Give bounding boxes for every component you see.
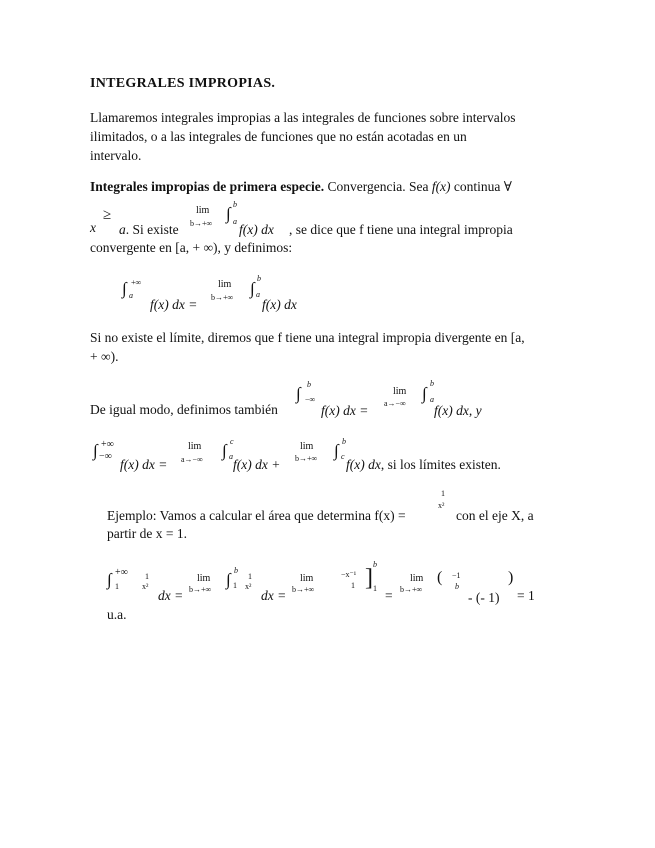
page-title: INTEGRALES IMPROPIAS.: [90, 76, 276, 91]
dx-equals: dx =: [158, 588, 184, 603]
lim-word: lim: [410, 573, 424, 584]
first-kind-line: [90, 179, 512, 195]
integral-sign: ∫: [107, 570, 112, 589]
integral-sign: ∫: [122, 279, 127, 298]
lim-word: lim: [197, 573, 211, 584]
bracket-expression-den: 1: [351, 581, 355, 590]
integral-upper: b: [342, 437, 346, 446]
frac-numerator: 1: [145, 572, 149, 581]
integral-sign: ∫: [93, 441, 98, 460]
first-kind-label: Integrales impropias de primera especie.: [90, 179, 325, 194]
similarly-integrand2: f(x) dx, y: [434, 403, 482, 418]
convergence-text: , se dice que f tiene una integral impropia: [289, 222, 513, 237]
integral-sign: ∫: [422, 384, 427, 403]
frac-numerator: 1: [441, 489, 445, 498]
divergent-paragraph: [90, 328, 590, 366]
lim-word: lim: [300, 441, 314, 452]
fx-label: f(x): [431, 179, 451, 194]
intro-line: Llamaremos integrales impropias a las integrales de funciones sobre intervalos: [90, 110, 516, 125]
lim-subscript: a→−∞: [384, 399, 406, 408]
frac-denominator: x²: [438, 501, 445, 510]
lim-subscript: b→+∞: [211, 293, 234, 302]
integral-upper: +∞: [115, 567, 128, 578]
right-paren: ): [508, 569, 514, 586]
bracket-expression: −x⁻¹: [341, 570, 357, 579]
divergent-line: + ∞).: [90, 349, 119, 364]
similarly-text: De igual modo, definimos también: [90, 402, 278, 417]
integral-upper: +∞: [131, 278, 142, 287]
lim-word: lim: [393, 386, 407, 397]
example-line2: partir de x = 1.: [107, 526, 187, 541]
example-line1: Ejemplo: Vamos a calcular el área que determina f(x) =: [107, 508, 406, 523]
frac-numerator: 1: [248, 572, 252, 581]
lim-word: lim: [300, 573, 314, 584]
lim-word: lim: [188, 441, 202, 452]
integral-lower: a: [129, 291, 133, 300]
definition-integrand: f(x) dx =: [150, 297, 198, 312]
integral-sign: ∫: [226, 204, 231, 223]
forall-symbol: ∀: [503, 179, 512, 194]
paren-numerator: −1: [452, 571, 461, 580]
result: = 1: [517, 588, 535, 603]
integral-lower: a: [229, 452, 233, 461]
geq-symbol: ≥: [103, 207, 112, 223]
right-bracket: ]: [365, 565, 373, 591]
integral-upper: b: [307, 380, 311, 389]
integral-upper: b: [430, 379, 434, 388]
integral-upper: c: [230, 437, 234, 446]
x-var: x: [90, 220, 96, 235]
minus-part: - (- 1): [468, 590, 500, 605]
convergence-line2: convergente en [a, + ∞), y definimos:: [90, 240, 293, 255]
both-integrand1: f(x) dx +: [233, 457, 281, 472]
paren-denominator: b: [455, 582, 459, 591]
equals-sign: =: [385, 588, 393, 603]
continua-text: continua: [450, 179, 504, 194]
integral-sign: ∫: [296, 384, 301, 403]
integral-sign: ∫: [226, 570, 231, 589]
lim-subscript: b→+∞: [190, 219, 213, 228]
integral-lower: a: [256, 290, 260, 299]
integral-lower: −∞: [305, 395, 316, 404]
lim-word: lim: [218, 279, 232, 290]
integral-upper: b: [257, 274, 261, 283]
lim-subscript: b→+∞: [295, 454, 318, 463]
integral-lower: 1: [233, 581, 237, 590]
example-line1-tail: con el eje X, a: [456, 508, 534, 523]
divergent-line: Si no existe el límite, diremos que f tiene una integral impropia divergente en [a,: [90, 330, 525, 345]
intro-line: intervalo.: [90, 148, 142, 163]
integral-sign: ∫: [250, 279, 255, 298]
integral-upper: b: [233, 200, 237, 209]
definition-integrand2: f(x) dx: [262, 297, 297, 312]
lim-subscript: a→−∞: [181, 455, 203, 464]
integral-lower: c: [341, 452, 345, 461]
integral-lower: a: [430, 395, 434, 404]
intro-line: ilimitados, o a las integrales de funciones que no están acotadas en un: [90, 129, 467, 144]
intro-paragraph: [90, 108, 590, 165]
integral-sign: ∫: [222, 441, 227, 460]
integral-upper: b: [234, 566, 238, 575]
similarly-integrand: f(x) dx =: [321, 403, 369, 418]
lim-word: lim: [196, 205, 210, 216]
frac-denominator: x²: [245, 582, 252, 591]
lim-subscript: b→+∞: [292, 585, 315, 594]
first-kind-text: Convergencia. Sea: [324, 179, 432, 194]
integral-lower: a: [233, 217, 237, 226]
integral-sign: ∫: [334, 441, 339, 460]
lim-subscript: b→+∞: [400, 585, 423, 594]
integral-lower: 1: [115, 582, 119, 591]
units-label: u.a.: [107, 607, 127, 622]
integral-lower: −∞: [99, 451, 112, 462]
bracket-lower: 1: [373, 584, 377, 593]
frac-denominator: x²: [142, 582, 149, 591]
lim-subscript: b→+∞: [189, 585, 212, 594]
bracket-upper: b: [373, 560, 377, 569]
both-integrand2: f(x) dx, si los límites existen.: [346, 457, 501, 472]
a-condition: a. Si existe: [119, 222, 179, 237]
integrand: f(x) dx: [239, 222, 274, 237]
left-paren: (: [437, 569, 443, 586]
dx-equals: dx =: [261, 588, 287, 603]
both-integrand: f(x) dx =: [120, 457, 168, 472]
integral-upper: +∞: [101, 439, 114, 450]
